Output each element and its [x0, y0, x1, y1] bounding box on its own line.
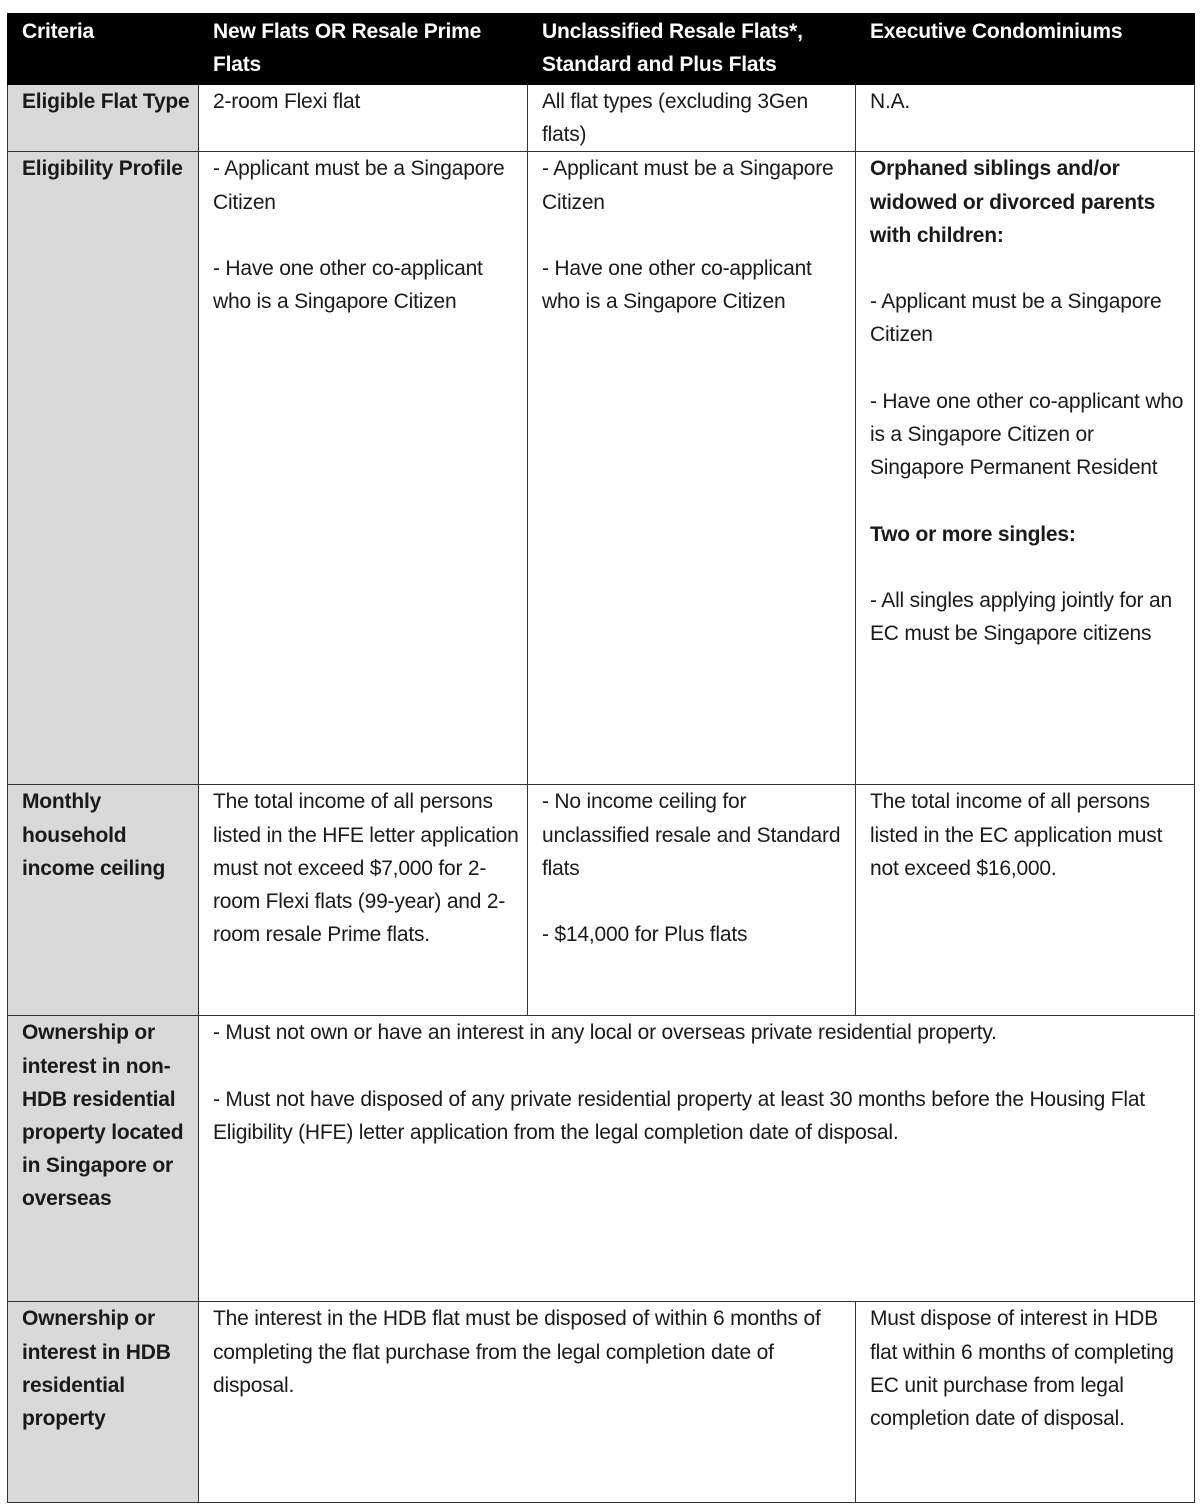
cell-text: The total income of all persons listed in the HFE letter application must not exceed $7,000 for 2-room Flexi flats (99-year) and 2-room resale Prime flats. [213, 790, 519, 947]
criteria-cell: Eligibility Profile [8, 152, 199, 785]
cell-text: Must dispose of interest in HDB flat within 6 months of completing EC unit purchase from legal completion date of disposal. [870, 1307, 1174, 1431]
cell-new-prime-and-unclassified [199, 1302, 856, 1503]
header-executive-condominiums: Executive Condominiums [856, 14, 1195, 85]
cell-text: - Must not own or have an interest in any local or overseas private residential property. [213, 1021, 997, 1045]
cell-text: - Must not have disposed of any private residential property at least 30 months before the Housing Flat Eligibility (HFE) letter application from the legal completion date of disposal. [213, 1087, 1145, 1144]
criteria-cell: Monthly household income ceiling [8, 785, 199, 1016]
header-new-flats-resale-prime: New Flats OR Resale Prime Flats [199, 14, 528, 85]
cell-text: All flat types (excluding 3Gen flats) [542, 90, 808, 147]
cell-text: N.A. [870, 90, 911, 113]
cell-text: 2-room Flexi flat [213, 90, 361, 113]
cell-text: - $14,000 for Plus flats [542, 923, 748, 947]
cell-new-prime [199, 152, 528, 785]
cell-text: - Applicant must be a Singapore Citizen [542, 157, 834, 214]
criteria-cell: Ownership or interest in HDB residential property [8, 1302, 199, 1503]
cell-new-prime [199, 85, 528, 152]
ec-group-heading-singles: Two or more singles: [870, 522, 1076, 546]
cell-text: - Have one other co-applicant who is a Singapore Citizen [213, 257, 483, 314]
table-row-ownership-non-hdb [8, 1016, 1195, 1302]
header-row [8, 14, 1195, 85]
eligibility-table [7, 13, 1195, 1503]
cell-text: - Have one other co-applicant who is a Singapore Citizen [542, 257, 812, 314]
criteria-cell: Ownership or interest in non-HDB residential property located in Singapore or overseas [8, 1016, 199, 1302]
cell-ec [856, 85, 1195, 152]
table-row-eligibility-profile [8, 152, 1195, 785]
table-row-eligible-flat-type [8, 85, 1195, 152]
cell-text: - All singles applying jointly for an EC must be Singapore citizens [870, 588, 1172, 646]
cell-ec [856, 785, 1195, 1016]
cell-text: The interest in the HDB flat must be disposed of within 6 months of completing the flat purchase from the legal completion date of disposal. [213, 1307, 821, 1397]
cell-unclassified-standard-plus [528, 85, 856, 152]
criteria-cell: Eligible Flat Type [8, 85, 199, 152]
cell-text: - Applicant must be a Singapore Citizen [213, 157, 505, 214]
cell-ec [856, 152, 1195, 785]
header-unclassified-standard-plus: Unclassified Resale Flats*, Standard and Plus Flats [528, 14, 856, 85]
cell-all-columns [199, 1016, 1195, 1302]
table-row-ownership-hdb [8, 1302, 1195, 1503]
table-row-income-ceiling [8, 785, 1195, 1016]
header-criteria: Criteria [8, 14, 199, 85]
cell-text: - Have one other co-applicant who is a Singapore Citizen or Singapore Permanent Resident [870, 389, 1184, 480]
cell-text: - No income ceiling for unclassified resale and Standard flats [542, 790, 841, 880]
cell-unclassified-standard-plus [528, 785, 856, 1016]
cell-unclassified-standard-plus [528, 152, 856, 785]
ec-group-heading-orphaned-widowed: Orphaned siblings and/or widowed or divorced parents with children: [870, 157, 1156, 247]
cell-text: The total income of all persons listed in the EC application must not exceed $16,000. [870, 790, 1163, 880]
cell-ec [856, 1302, 1195, 1503]
cell-new-prime [199, 785, 528, 1016]
cell-text: - Applicant must be a Singapore Citizen [870, 290, 1162, 347]
